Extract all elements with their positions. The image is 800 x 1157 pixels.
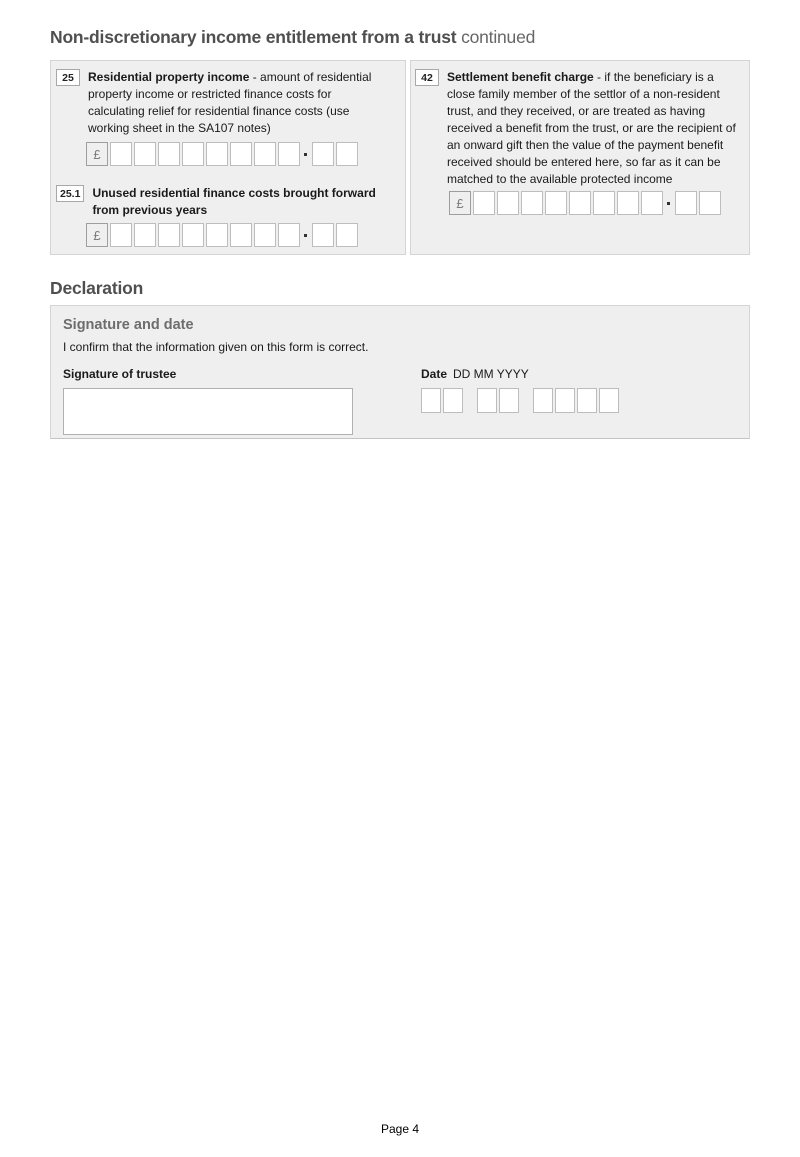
question-25-1-label-bold: Unused residential finance costs brought forward from previous years xyxy=(92,186,376,217)
question-42-label xyxy=(447,69,741,188)
signature-label: Signature of trustee xyxy=(63,367,177,381)
digit-box[interactable] xyxy=(497,191,519,215)
question-25 xyxy=(56,69,399,137)
digit-box[interactable] xyxy=(278,223,300,247)
month-group xyxy=(477,388,521,413)
pound-sign-box: £ xyxy=(86,223,108,247)
digit-box[interactable] xyxy=(206,223,228,247)
decimal-point xyxy=(667,202,670,205)
question-42-number-box: 42 xyxy=(415,69,439,86)
digit-box[interactable] xyxy=(545,191,567,215)
date-label-row xyxy=(421,367,621,381)
day-digit-box[interactable] xyxy=(421,388,441,413)
pence-digit-box[interactable] xyxy=(699,191,721,215)
page-title-text: Non-discretionary income entitlement from a trust xyxy=(50,27,457,47)
pence-digit-box[interactable] xyxy=(336,223,358,247)
digit-box[interactable] xyxy=(521,191,543,215)
digit-box[interactable] xyxy=(110,223,132,247)
digit-box[interactable] xyxy=(617,191,639,215)
date-block xyxy=(421,367,621,435)
declaration-heading: Declaration xyxy=(50,278,144,298)
signature-date-row xyxy=(63,367,737,435)
left-column-panel xyxy=(50,60,406,255)
signature-and-date-heading: Signature and date xyxy=(63,317,194,333)
day-group xyxy=(421,388,465,413)
decimal-point xyxy=(304,153,307,156)
year-group xyxy=(533,388,621,413)
pence-digit-box[interactable] xyxy=(675,191,697,215)
question-25-1 xyxy=(56,185,399,219)
date-label: Date xyxy=(421,367,448,381)
decimal-point xyxy=(304,234,307,237)
pound-sign-box: £ xyxy=(86,142,108,166)
year-digit-box[interactable] xyxy=(533,388,553,413)
digit-box[interactable] xyxy=(182,142,204,166)
pound-sign-box: £ xyxy=(449,191,471,215)
year-digit-box[interactable] xyxy=(555,388,575,413)
year-digit-box[interactable] xyxy=(577,388,597,413)
digit-box[interactable] xyxy=(254,223,276,247)
declaration-panel xyxy=(50,305,750,439)
digit-box[interactable] xyxy=(254,142,276,166)
digit-box[interactable] xyxy=(134,223,156,247)
question-25-label-rest: - amount of residential property income or restricted finance costs for calculating relief for residential finance costs (use working sheet in the SA107 notes) xyxy=(88,70,372,135)
question-25-1-amount-input xyxy=(86,223,399,247)
digit-box[interactable] xyxy=(278,142,300,166)
month-digit-box[interactable] xyxy=(477,388,497,413)
digit-box[interactable] xyxy=(182,223,204,247)
question-25-1-number-box: 25.1 xyxy=(56,185,84,202)
digit-box[interactable] xyxy=(158,223,180,247)
trust-income-section xyxy=(50,60,750,255)
question-42-amount-input xyxy=(449,191,741,215)
digit-box[interactable] xyxy=(641,191,663,215)
pence-digit-box[interactable] xyxy=(312,142,334,166)
question-25-number-box: 25 xyxy=(56,69,80,86)
digit-box[interactable] xyxy=(134,142,156,166)
question-42 xyxy=(415,69,741,188)
question-42-label-rest: - if the beneficiary is a close family member of the settlor of a non-resident trust, and they received, or are treated as having received a benefit from the trust, or are the recipient of an onward gift then the value of the payment benefit received should be entered here, so far as it can be matched to the available protected income xyxy=(447,70,736,186)
digit-box[interactable] xyxy=(569,191,591,215)
confirmation-statement: I confirm that the information given on this form is correct. xyxy=(63,340,369,354)
page-number: Page 4 xyxy=(380,1122,420,1136)
pence-digit-box[interactable] xyxy=(336,142,358,166)
date-format-hint: DD MM YYYY xyxy=(453,367,529,381)
page-title-continued: continued xyxy=(461,27,536,47)
question-25-label-bold: Residential property income xyxy=(88,70,250,84)
digit-box[interactable] xyxy=(158,142,180,166)
question-25-label xyxy=(88,69,390,137)
digit-box[interactable] xyxy=(593,191,615,215)
digit-box[interactable] xyxy=(230,142,252,166)
month-digit-box[interactable] xyxy=(499,388,519,413)
digit-box[interactable] xyxy=(473,191,495,215)
digit-box[interactable] xyxy=(110,142,132,166)
page-title xyxy=(50,27,750,48)
digit-box[interactable] xyxy=(206,142,228,166)
question-25-1-label xyxy=(92,185,394,219)
year-digit-box[interactable] xyxy=(599,388,619,413)
form-page xyxy=(0,27,800,439)
signature-field[interactable] xyxy=(63,388,353,435)
pence-digit-box[interactable] xyxy=(312,223,334,247)
question-42-label-bold: Settlement benefit charge xyxy=(447,70,594,84)
day-digit-box[interactable] xyxy=(443,388,463,413)
signature-block xyxy=(63,367,353,435)
date-input xyxy=(421,388,621,413)
right-column-panel xyxy=(410,60,750,255)
digit-box[interactable] xyxy=(230,223,252,247)
question-25-amount-input xyxy=(86,142,399,166)
